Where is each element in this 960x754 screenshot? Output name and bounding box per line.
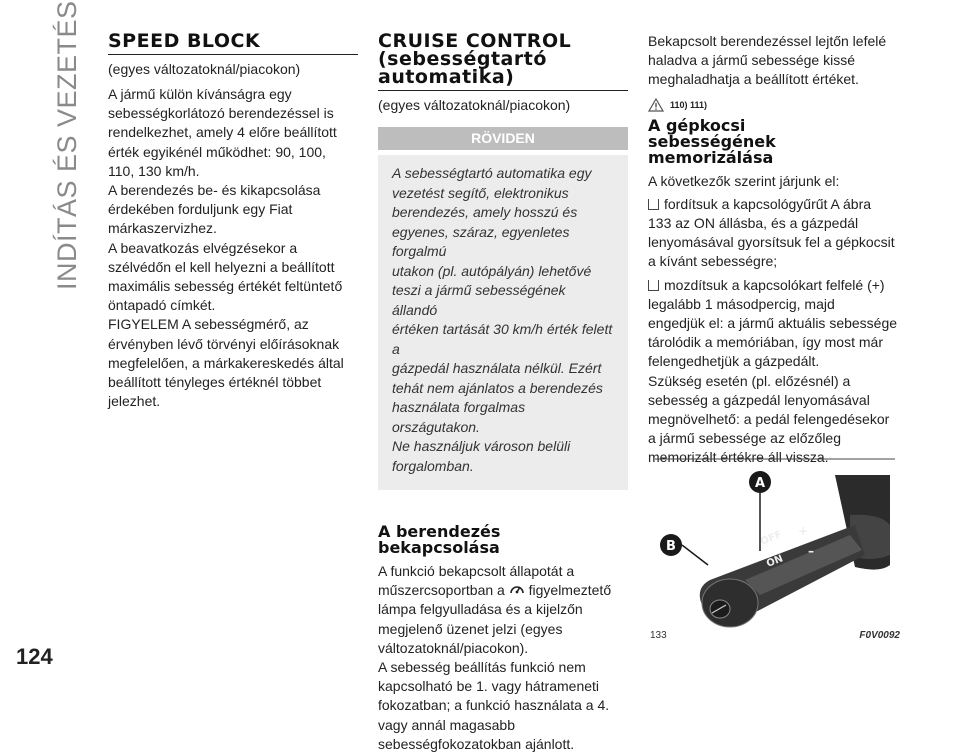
heading-line: sebességének [648,131,776,151]
callout-b: B [666,539,676,554]
body-line: utakon (pl. autópályán) lehetővé [392,262,592,279]
body-line: érvényben lévő törvényi előírásoknak [108,335,340,352]
body-line: 110, 130 km/h. [108,162,200,179]
body-line: vezetést segítő, elektronikus [392,184,569,201]
body-line: 133 az ON állásba, és a gázpedál [648,215,859,232]
body-line: felengedhetjük a gázpedált. [648,353,820,370]
lead-text: A következők szerint járjunk el: [648,172,840,189]
body-line: FIGYELEM A sebességmérő, az [108,316,309,333]
figure-caption [650,630,900,641]
bullet-text: mozdítsuk a kapcsolókart felfelé (+) [664,276,885,293]
bullet-item [648,276,898,295]
bullet-continuation [648,295,898,468]
body-line: sebességkorlátozó berendezéssel is [108,105,334,122]
body-line: megfelelően, a márkakereskedés által [108,354,344,371]
body-line: tárolódik a memóriában, így most már [648,334,883,351]
body-line: lámpa felgyulladása és a kijelzőn [378,601,583,618]
body-text: figyelmeztető [528,582,612,599]
bullet-continuation [648,214,898,272]
speed-block-body [108,85,358,411]
body-line: beállított tényleges értéknél többet [108,374,322,391]
cruise-control-subtitle: (egyes változatoknál/piacokon) [378,97,571,113]
bullet-icon [648,280,659,291]
body-line: sebességfokozatokban ajánlott. [378,735,575,752]
plus-label: + [798,524,809,538]
summary-box [378,155,628,490]
chapter-side-title: INDÍTÁS ÉS VEZETÉS [52,0,82,290]
body-line: rendelkezhet, amely 4 előre beállított [108,124,337,141]
memorize-heading [648,115,898,167]
bullet-icon [648,199,659,210]
body-line: Szükség esetén (pl. előzésnél) a [648,372,851,389]
body-line: maximális sebesség értékét feltüntető [108,278,343,295]
activation-heading [378,524,628,556]
body-line: szélvédőn el kell helyezni a beállított [108,258,335,275]
minus-label: – [808,544,814,558]
heading-line: CRUISE CONTROL [378,30,572,52]
intro-text [648,32,898,90]
body-line: lenyomásával gyorsítsuk fel a gépkocsit [648,234,895,251]
speed-block-heading: SPEED BLOCK [108,32,358,55]
warning-triangle-icon [648,98,664,112]
page-number: 124 [16,644,53,669]
off-label: OFF [759,529,784,548]
heading-line: automatika) [378,66,515,88]
body-line: jelezhet. [108,393,161,410]
speed-block-subtitle: (egyes változatoknál/piacokon) [108,61,301,77]
body-line: a kívánt sebességre; [648,253,778,270]
body-line: megnövelhető: a pedál felengedésekor [648,411,890,428]
body-line: legalább 1 másodpercig, majd [648,295,835,312]
callout-a: A [754,476,766,491]
body-line: A funkció bekapcsolt állapotát a [378,563,575,579]
warning-refs: 110) 111) [670,99,708,110]
heading-line: (sebességtartó [378,48,547,70]
body-line: gázpedál használata nélkül. Ezért [392,360,602,376]
summary-title: RÖVIDEN [378,127,628,150]
heading-line: A gépkocsi [648,115,746,135]
body-line: tehát nem ajánlatos a berendezés [392,379,603,396]
cruise-control-warning-icon [509,582,525,596]
body-line: márkaszervizhez. [108,220,217,237]
activation-body [378,600,628,754]
figure-stalk-illustration [650,455,900,633]
figure-code: F0V0092 [859,630,900,641]
on-label: ON [765,553,785,570]
heading-line: A berendezés [378,522,501,541]
column-speed-block [108,32,358,411]
body-line: a jármű sebessége az előzőleg [648,430,842,447]
body-line: engedjük el: a jármű aktuális sebessége [648,315,898,332]
cruise-control-heading [378,32,628,91]
body-line: megjelenő üzenet jelzi (egyes [378,620,563,637]
heading-line: memorizálása [648,147,774,167]
body-line: A berendezés be- és kikapcsolása [108,182,321,199]
body-line: A sebességtartó automatika egy [392,165,592,181]
body-line: érték egyikénél működhet: 90, 100, [108,143,326,160]
body-line: A jármű külön kívánságra egy [108,86,292,102]
body-line: A sebesség beállítás funkció nem [378,659,586,676]
body-line: fokozatban; a funkció használata a 4. [378,697,610,714]
body-line: értéken tartását 30 km/h érték felett a [392,321,613,357]
body-line: kapcsolható be 1. vagy hátrameneti [378,678,600,695]
body-text: műszercsoportban a [378,582,505,599]
body-line: forgalomban. [392,457,474,474]
body-line: teszi a jármű sebességének állandó [392,282,566,318]
column-memorize [648,32,898,468]
body-line: Bekapcsolt berendezéssel lejtőn lefelé [648,33,887,49]
body-line: Ne használjuk városon belüli [392,438,571,454]
figure-number: 133 [650,630,667,641]
body-line-with-icon [378,581,628,600]
body-line: használata forgalmas országutakon. [392,399,526,435]
body-line: berendezés, amely hosszú és [392,204,578,220]
warning-reference [648,98,898,112]
bullet-text: fordítsuk a kapcsológyűrűt A ábra [664,195,872,212]
body-line: érdekében forduljunk egy Fiat [108,201,293,218]
body-line: A beavatkozás elvégzésekor a [108,239,298,256]
body-line: egyenes, száraz, egyenletes forgalmú [392,223,570,259]
body-line: memorizált értékre áll vissza. [648,449,829,466]
body-line: sebesség a gázpedál lenyomásával [648,391,870,408]
bullet-item [648,195,898,214]
body-line: vagy annál magasabb [378,716,515,733]
body-line: változatoknál/piacokon). [378,639,529,656]
body-line: öntapadó címkét. [108,297,216,314]
stalk-drawing [650,455,900,633]
body-line: meghaladhatja a beállított értéket. [648,71,859,88]
column-cruise-control [378,32,628,754]
heading-line: bekapcsolása [378,538,500,557]
body-line: haladva a jármű sebessége kissé [648,52,856,69]
